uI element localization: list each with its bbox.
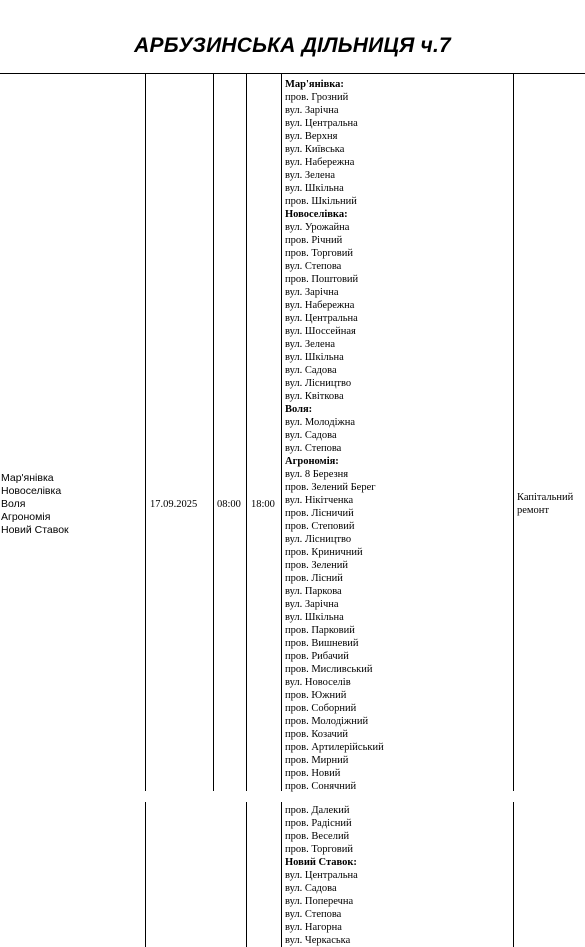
street-item: пров. Лісний — [285, 573, 343, 584]
street-item: пров. Южний — [285, 690, 347, 701]
street-item: пров. Веселий — [285, 831, 350, 842]
street-item: вул. Центральна — [285, 118, 358, 129]
street-item: вул. Молодіжна — [285, 417, 356, 428]
column-divider — [281, 73, 282, 791]
column-divider — [145, 802, 146, 947]
street-item: пров. Парковий — [285, 625, 355, 636]
village-name: Мар'янівка — [1, 472, 54, 484]
village-header: Агрономія: — [285, 456, 339, 467]
street-item: вул. Степова — [285, 909, 342, 920]
street-item: вул. Новоселів — [285, 677, 351, 688]
street-item: пров. Торговий — [285, 248, 353, 259]
street-item: вул. Шкільна — [285, 183, 344, 194]
street-item: вул. Черкаська — [285, 935, 351, 946]
village-name: Новий Ставок — [1, 524, 69, 536]
street-item: вул. Садова — [285, 430, 337, 441]
street-item: вул. Верхня — [285, 131, 338, 142]
village-name: Агрономія — [1, 511, 51, 523]
village-header: Новоселівка: — [285, 209, 348, 220]
street-item: вул. Набережна — [285, 300, 355, 311]
column-divider — [213, 73, 214, 791]
street-item: вул. Нікітченка — [285, 495, 354, 506]
column-divider — [246, 802, 247, 947]
street-item: пров. Поштовий — [285, 274, 359, 285]
village-header: Мар'янівка: — [285, 79, 344, 90]
street-item: вул. Поперечна — [285, 896, 354, 907]
street-item: вул. 8 Березня — [285, 469, 349, 480]
street-item: вул. Урожайна — [285, 222, 350, 233]
streets-list-continued — [285, 804, 358, 947]
street-item: вул. Садова — [285, 365, 337, 376]
reason-line: Капітальний — [517, 492, 574, 503]
street-item: пров. Річний — [285, 235, 343, 246]
column-divider — [513, 73, 514, 791]
street-item: пров. Рибачий — [285, 651, 349, 662]
page-title: АРБУЗИНСЬКА ДІЛЬНИЦЯ ч.7 — [134, 34, 451, 57]
street-item: вул. Лісництво — [285, 534, 352, 545]
time-from: 08:00 — [217, 499, 241, 510]
street-item: пров. Радісний — [285, 818, 352, 829]
street-item: вул. Шоссейная — [285, 326, 356, 337]
street-item: пров. Далекий — [285, 805, 350, 816]
street-item: пров. Сонячний — [285, 781, 357, 792]
street-item: пров. Грозний — [285, 92, 349, 103]
outage-date: 17.09.2025 — [150, 499, 198, 510]
street-item: вул. Степова — [285, 443, 342, 454]
street-item: вул. Зарічна — [285, 599, 339, 610]
street-item: вул. Київська — [285, 144, 345, 155]
streets-list — [285, 78, 384, 793]
village-header: Воля: — [285, 404, 313, 415]
villages-cell — [1, 472, 69, 537]
street-item: вул. Садова — [285, 883, 337, 894]
street-item: вул. Квіткова — [285, 391, 344, 402]
street-item: пров. Степовий — [285, 521, 355, 532]
village-name: Новоселівка — [1, 485, 62, 497]
outage-reason — [517, 491, 573, 517]
village-name: Воля — [1, 498, 26, 510]
street-item: вул. Лісництво — [285, 378, 352, 389]
street-item: пров. Молодіжний — [285, 716, 369, 727]
street-item: вул. Набережна — [285, 157, 355, 168]
street-item: пров. Соборний — [285, 703, 357, 714]
table-top-border — [0, 73, 585, 74]
street-item: вул. Зелена — [285, 339, 335, 350]
column-divider — [246, 73, 247, 791]
street-item: вул. Паркова — [285, 586, 342, 597]
street-item: пров. Зелений Берег — [285, 482, 376, 493]
street-item: вул. Степова — [285, 261, 342, 272]
street-item: вул. Центральна — [285, 870, 358, 881]
column-divider — [145, 73, 146, 791]
street-item: вул. Шкільна — [285, 352, 344, 363]
street-item: вул. Зелена — [285, 170, 335, 181]
street-item: пров. Мирний — [285, 755, 349, 766]
street-item: вул. Зарічна — [285, 105, 339, 116]
village-header: Новий Ставок: — [285, 857, 357, 868]
column-divider — [513, 802, 514, 947]
street-item: пров. Вишневий — [285, 638, 359, 649]
street-item: пров. Артилерійський — [285, 742, 384, 753]
street-item: пров. Лісничий — [285, 508, 354, 519]
street-item: вул. Центральна — [285, 313, 358, 324]
street-item: пров. Криничний — [285, 547, 363, 558]
column-divider — [281, 802, 282, 947]
street-item: вул. Зарічна — [285, 287, 339, 298]
time-to: 18:00 — [251, 499, 275, 510]
street-item: вул. Нагорна — [285, 922, 342, 933]
street-item: вул. Шкільна — [285, 612, 344, 623]
street-item: пров. Зелений — [285, 560, 349, 571]
street-item: пров. Козачий — [285, 729, 348, 740]
street-item: пров. Шкільний — [285, 196, 357, 207]
street-item: пров. Новий — [285, 768, 341, 779]
street-item: пров. Мисливський — [285, 664, 373, 675]
reason-line: ремонт — [517, 505, 550, 516]
street-item: пров. Торговий — [285, 844, 353, 855]
